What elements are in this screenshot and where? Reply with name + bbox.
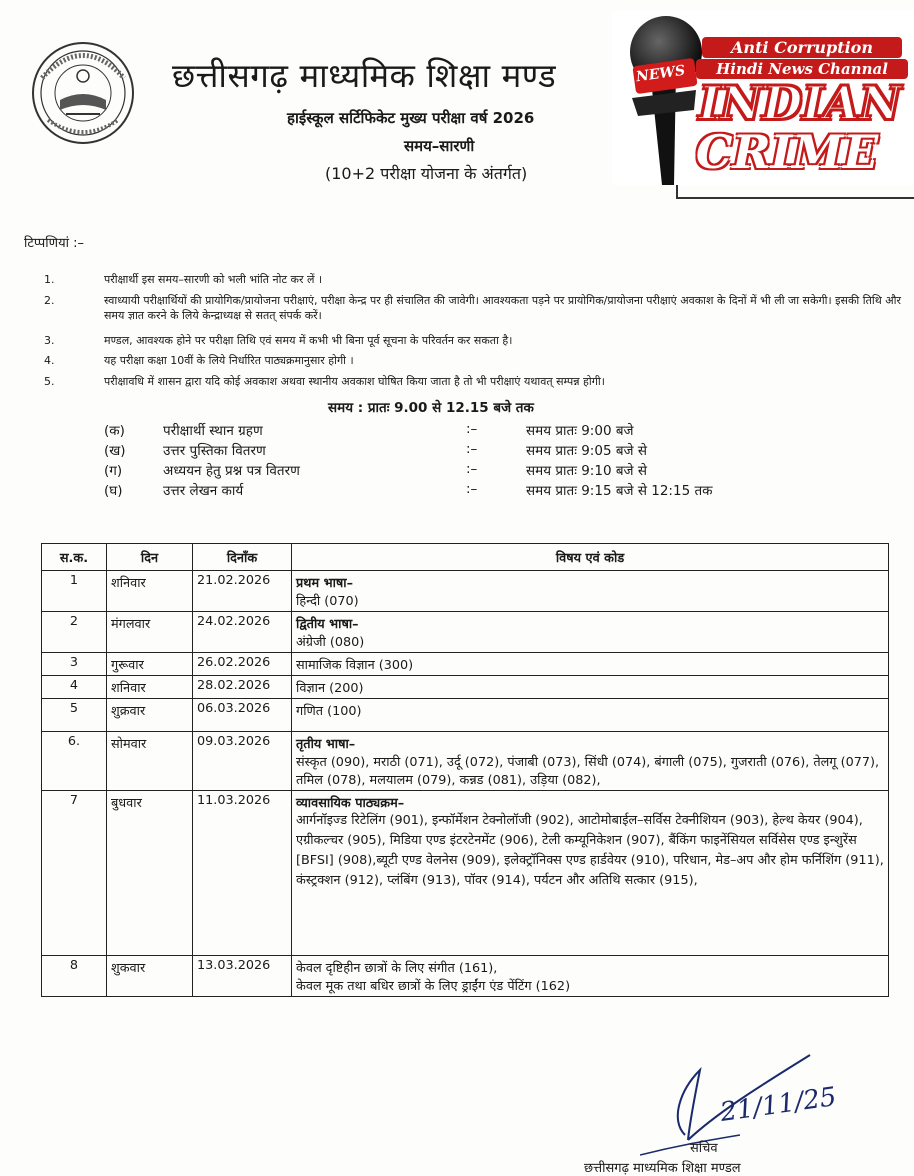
note-item: 2. स्वाध्यायी परीक्षार्थियों की प्रायोगिक/प्रायोजना परीक्षाएं, परीक्षा केन्द्र पर ही संचालित की जावेगी। आवश्यकता पड़ने पर प्रायोगिक/प्रायोजना परीक्षाएं अवकाश के दिनों में भी ली जा सकेगी। इसकी तिथि और समय ज्ञात करने के लिये केन्द्राध्यक्ष से सतत् संपर्क करें। [44,294,902,322]
subject-group: तृतीय भाषा– [296,737,356,752]
cell-subject: विज्ञान (200) [292,676,889,699]
col-header: दिनाँक [193,544,292,571]
cell-date: 24.02.2026 [193,612,292,653]
cell-date: 26.02.2026 [193,653,292,676]
cell-sn: 5 [42,699,107,732]
timing-label: परीक्षार्थी स्थान ग्रहण [163,423,263,439]
cell-sn: 7 [42,791,107,956]
note-item: 1. परीक्षार्थी इस समय–सारणी को भली भांति नोट कर लें । [44,273,323,286]
timing-time: समय प्रातः 9:15 बजे से 12:15 तक [526,483,713,499]
cell-subject: गणित (100) [292,699,889,732]
exam-timetable [41,543,889,997]
timing-sep: :– [466,461,478,477]
cell-sn: 1 [42,571,107,612]
table-header-row [42,544,889,571]
subject-list: केवल मूक तथा बधिर छात्रों के लिए ड्राईंग एंड पेंटिंग (162) [296,979,571,994]
cell-day: गुरूवार [107,653,193,676]
cell-subject [292,612,889,653]
cell-date: 09.03.2026 [193,732,292,791]
col-header: दिन [107,544,193,571]
col-header: स.क. [42,544,107,571]
watermark-line2: Hindi News Channal [696,59,908,79]
cell-day: शुकवार [107,956,193,997]
table-row [42,956,889,997]
watermark-brand1: INDIAN [698,76,902,130]
cell-sn: 3 [42,653,107,676]
board-title: छत्तीसगढ़ माध्यमिक शिक्षा मण्ड [172,56,557,95]
cell-date: 06.03.2026 [193,699,292,732]
cell-sn: 2 [42,612,107,653]
table-row [42,612,889,653]
cell-day: बुधवार [107,791,193,956]
subject-list: हिन्दी (070) [296,594,359,609]
cell-date: 28.02.2026 [193,676,292,699]
cell-subject [292,956,889,997]
cell-subject: सामाजिक विज्ञान (300) [292,653,889,676]
news-tag: NEWS [635,62,687,86]
cell-date: 11.03.2026 [193,791,292,956]
cell-day: शुक्रवार [107,699,193,732]
col-header: विषय एवं कोड [292,544,889,571]
timing-key: (घ) [104,483,123,499]
table-row [42,653,889,676]
table-row [42,791,889,956]
exam-title: हाईस्कूल सर्टिफिकेट मुख्य परीक्षा वर्ष 2026 [287,109,535,127]
schedule-title: समय–सारणी [404,137,475,155]
table-row [42,676,889,699]
note-item: 4. यह परीक्षा कक्षा 10वीं के लिये निर्धारित पाठ्यक्रमानुसार होगी । [44,354,354,367]
timing-key: (ख) [104,443,126,459]
signatory-org: छत्तीसगढ़ माध्यमिक शिक्षा मण्डल [584,1161,741,1176]
timing-label: अध्ययन हेतु प्रश्न पत्र वितरण [163,463,300,479]
table-row [42,571,889,612]
note-item: 5. परीक्षावधि में शासन द्वारा यदि कोई अवकाश अथवा स्थानीय अवकाश घोषित किया जाता है तो भी परीक्षाएं यथावत् सम्पन्न होगी। [44,375,605,388]
timing-time: समय प्रातः 9:10 बजे से [526,463,647,479]
subject-group: द्वितीय भाषा– [296,617,359,632]
news-channel-watermark [612,10,914,185]
notes-heading: टिप्पणियां :– [24,236,84,251]
cell-date: 13.03.2026 [193,956,292,997]
watermark-brand2: CRIME [695,125,879,179]
signatory-designation: सचिव [690,1141,718,1156]
cell-sn: 8 [42,956,107,997]
signature-date: 21/11/25 [718,1082,839,1128]
subject-list: संस्कृत (090), मराठी (071), उर्दू (072), पंजाबी (073), सिंधी (074), बंगाली (075), गुजराती (076), तेलगू (077), तमिल (078), मलयालम (079), कन्नड (081), उड़िया (082), [296,755,880,788]
timing-label: उत्तर पुस्तिका वितरण [163,443,266,459]
scheme-title: (10+2 परीक्षा योजना के अंतर्गत) [325,164,528,183]
board-seal-logo [28,38,138,148]
note-item: 3. मण्डल, आवश्यक होने पर परीक्षा तिथि एवं समय में कभी भी बिना पूर्व सूचना के परिवर्तन कर सकता है। [44,334,513,347]
cell-subject [292,571,889,612]
subject-list: आर्गनॉइज्ड रिटेलिंग (901), इन्फॉर्मेशन टेक्नोलॉजी (902), आटोमोबाईल–सर्विस टेक्नीशियन (903), हेल्थ केयर (904), एग्रीकल्चर (905), मिडिया एण्ड इंटरटेनमेंट (906), टेली कम्यूनिकेशन (907), बैंकिंग फाइनेंसियल सर्विसेस एण्ड इन्शुरेंस [BFSI] (908),ब्यूटी एण्ड वेलनेस (909), इलेक्ट्रॉनिक्स एण्ड हार्डवेयर (910), परिधान, मेड–अप और होम फर्निशिंग (911), कंस्ट्रक्शन (912), प्लंबिंग (913), पॉवर (914), पर्यटन और अतिथि सत्कार (915), [296,813,884,888]
subject-list: केवल दृष्टिहीन छात्रों के लिए संगीत (161), [296,961,498,976]
timing-key: (ग) [104,463,123,479]
timing-time: समय प्रातः 9:05 बजे से [526,443,647,459]
timing-heading: समय : प्रातः 9.00 से 12.15 बजे तक [328,400,534,416]
cell-day: सोमवार [107,732,193,791]
subject-group: व्यावसायिक पाठ्यक्रम– [296,796,405,811]
table-row [42,699,889,732]
table-row [42,732,889,791]
cell-date: 21.02.2026 [193,571,292,612]
cell-subject [292,732,889,791]
cell-day: मंगलवार [107,612,193,653]
watermark-line1: Anti Corruption [702,37,902,58]
timing-sep: :– [466,481,478,497]
cell-day: शनिवार [107,571,193,612]
cell-sn: 4 [42,676,107,699]
timing-time: समय प्रातः 9:00 बजे [526,423,634,439]
cell-subject [292,791,889,956]
timing-sep: :– [466,441,478,457]
timing-key: (क) [104,423,125,439]
cell-day: शनिवार [107,676,193,699]
cell-sn: 6. [42,732,107,791]
subject-list: अंग्रेजी (080) [296,635,365,650]
timing-label: उत्तर लेखन कार्य [163,483,244,499]
timing-sep: :– [466,421,478,437]
subject-group: प्रथम भाषा– [296,576,353,591]
